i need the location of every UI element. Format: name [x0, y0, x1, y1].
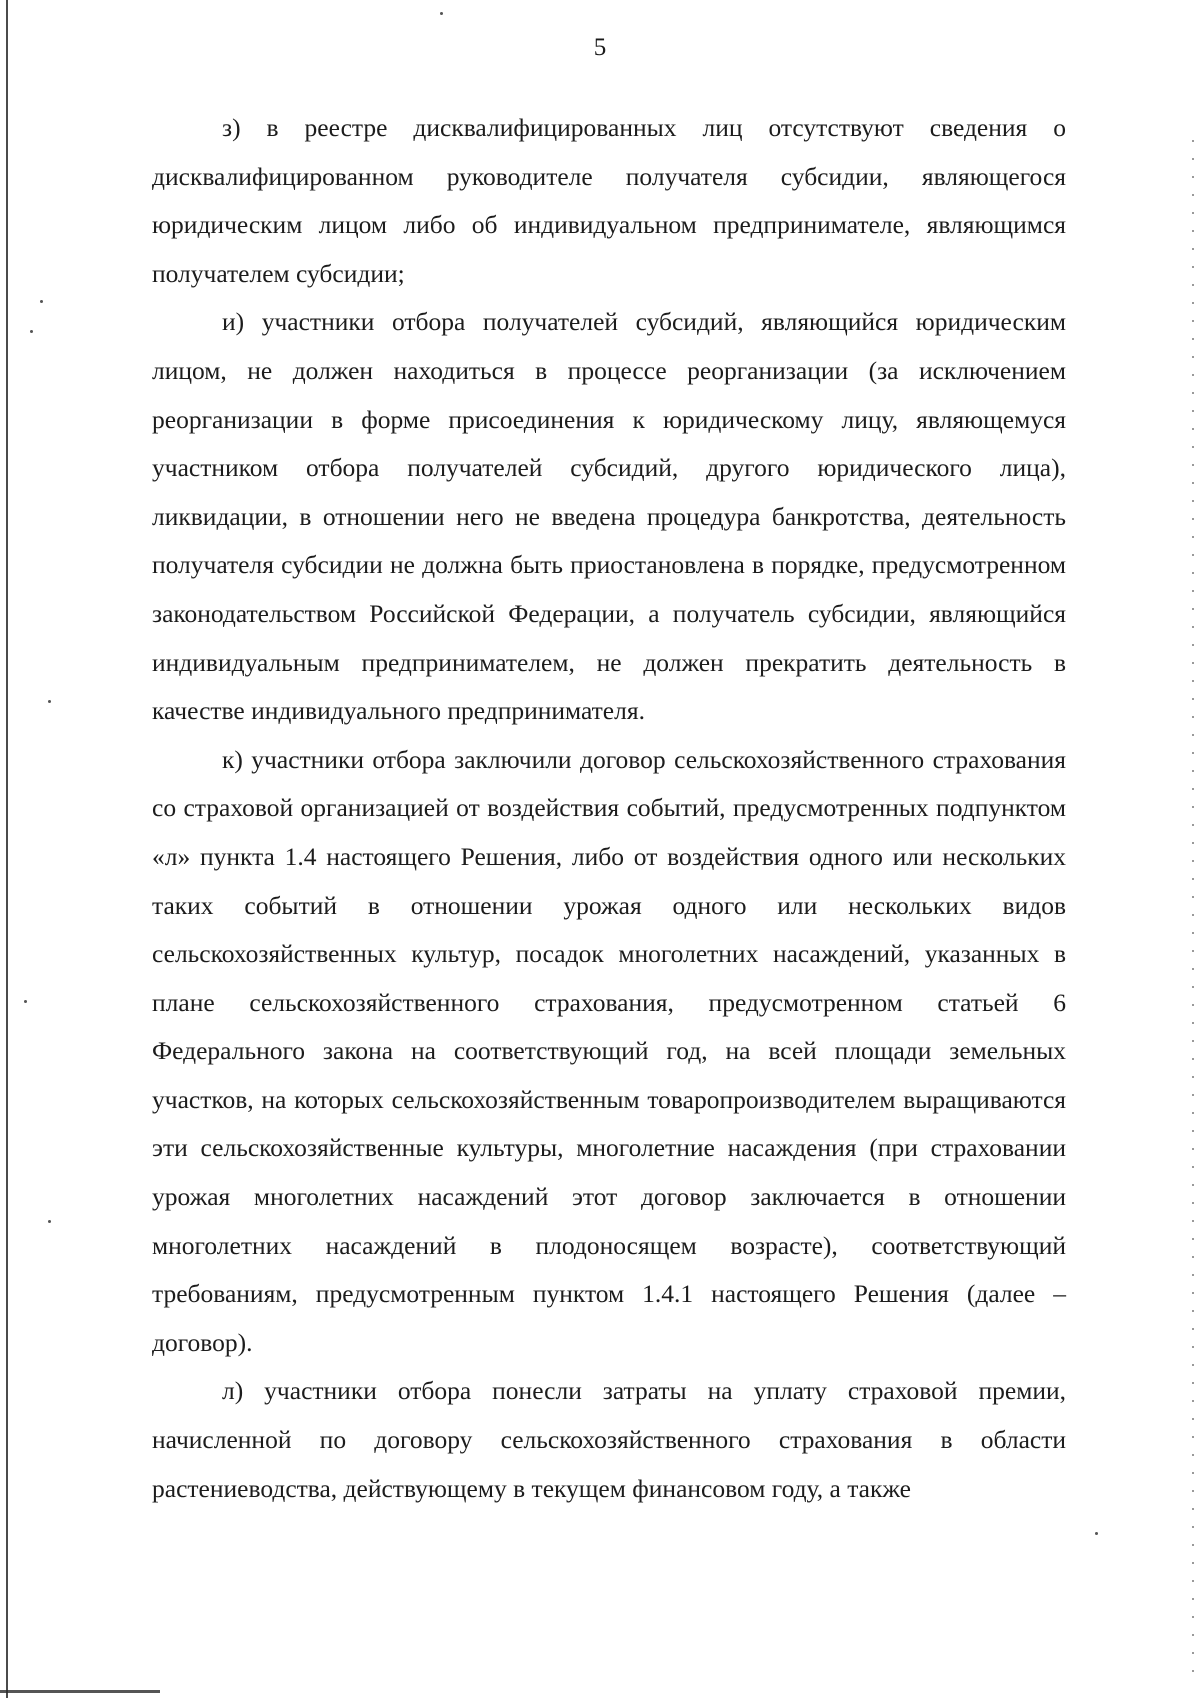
scan-speck: [48, 1220, 51, 1223]
scan-speck: [30, 330, 33, 333]
scan-edge-bottom: [0, 1690, 160, 1693]
scan-speck: [24, 1000, 27, 1003]
scan-edge-left: [6, 0, 8, 1698]
paragraph-i: и) участники отбора получателей субсидий, являющийся юридическим лицом, не должен находиться в процессе реорганизации (за исключением реорганизации в форме присоединения к юридическому лицу, являющемуся участником отбора получателей субсидий, другого юридического лица), ликвидации, в отношении него не введена процедура банкротства, деятельность получателя субсидии не должна быть приостановлена в порядке, предусмотренном законодательством Российской Федерации, а получатель субсидии, являющийся индивидуальным предпринимателем, не должен прекратить деятельность в качестве индивидуального предпринимателя.: [152, 307, 1066, 726]
scan-speck: [440, 12, 443, 15]
document-body: [152, 104, 1066, 1513]
scan-speck: [40, 300, 43, 303]
paragraph-k: к) участники отбора заключили договор сельскохозяйственного страхования со страховой организацией от воздействия событий, предусмотренных подпунктом «л» пункта 1.4 настоящего Решения, либо от воздействия одного или нескольких таких событий в отношении урожая одного или нескольких видов сельскохозяйственных культур, посадок многолетних насаждений, указанных в плане сельскохозяйственного страхования, предусмотренном статьей 6 Федерального закона на соответствующий год, на всей площади земельных участков, на которых сельскохозяйственным товаропроизводителем выращиваются эти сельскохозяйственные культуры, многолетние насаждения (при страховании урожая многолетних насаждений этот договор заключается в отношении многолетних насаждений в плодоносящем возрасте), соответствующий требованиям, предусмотренным пунктом 1.4.1 настоящего Решения (далее – договор).: [152, 744, 1066, 1357]
paragraph-z: з) в реестре дисквалифицированных лиц отсутствуют сведения о дисквалифицированном руководителе получателя субсидии, являющегося юридическим лицом либо об индивидуальном предпринимателе, являющимся получателем субсидии;: [152, 113, 1066, 288]
scan-speckle-right: [1192, 140, 1194, 1680]
paragraph-l: л) участники отбора понесли затраты на уплату страховой премии, начисленной по договору сельскохозяйственного страхования в области растениеводства, действующему в текущем финансовом году, а также: [152, 1376, 1066, 1503]
page-number: 5: [593, 34, 607, 61]
scan-speck: [48, 700, 51, 703]
scan-speck: [1095, 1532, 1098, 1535]
